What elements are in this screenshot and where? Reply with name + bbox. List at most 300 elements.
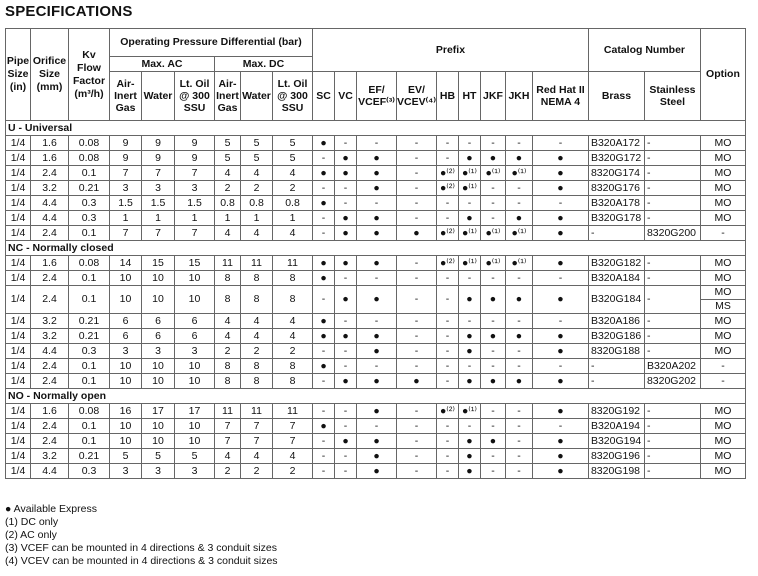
cell-jkf: ●⁽¹⁾ [480, 226, 505, 241]
cell-kv: 0.21 [69, 449, 110, 464]
cell-ac-water: 10 [142, 271, 175, 286]
cell-jkf: ●⁽¹⁾ [480, 256, 505, 271]
cell-vc: - [335, 404, 357, 419]
table-row [6, 419, 746, 434]
cell-pipe-size: 1/4 [6, 256, 31, 271]
cell-ac-air: 3 [110, 344, 142, 359]
cell-vc: - [335, 359, 357, 374]
cell-ac-oil: 3 [175, 344, 215, 359]
cell-ef-vcef: - [357, 136, 397, 151]
cell-ev-vcev: - [397, 329, 437, 344]
cell-dc-water: 8 [241, 374, 273, 389]
cell-hb: - [436, 374, 458, 389]
header-orifice-size: Orifice Size (mm) [31, 29, 69, 121]
cell-ef-vcef: ● [357, 286, 397, 314]
cell-jkh: ● [505, 211, 532, 226]
cell-dc-air: 4 [215, 449, 241, 464]
cell-ef-vcef: ● [357, 344, 397, 359]
cell-red-hat: ● [532, 151, 588, 166]
cell-red-hat: - [532, 136, 588, 151]
section-row [6, 121, 746, 136]
cell-red-hat: ● [532, 434, 588, 449]
cell-dc-oil: 4 [273, 166, 313, 181]
cell-ef-vcef: ● [357, 464, 397, 479]
footnote: (3) VCEF can be mounted in 4 directions & 3 conduit sizes [5, 542, 277, 554]
cell-orifice-size: 2.4 [31, 286, 69, 314]
cell-dc-water: 7 [241, 434, 273, 449]
cell-vc: ● [335, 256, 357, 271]
cell-red-hat: ● [532, 449, 588, 464]
cell-option: MO [700, 271, 745, 286]
cell-orifice-size: 2.4 [31, 374, 69, 389]
cell-jkh: ● [505, 151, 532, 166]
cell-red-hat: ● [532, 329, 588, 344]
cell-jkf: - [480, 136, 505, 151]
cell-dc-oil: 4 [273, 449, 313, 464]
cell-dc-water: 11 [241, 256, 273, 271]
cell-dc-water: 5 [241, 136, 273, 151]
cell-kv: 0.08 [69, 136, 110, 151]
cell-dc-air: 1 [215, 211, 241, 226]
cell-jkh: ●⁽¹⁾ [505, 166, 532, 181]
cell-dc-oil: 8 [273, 286, 313, 314]
cell-hb: - [436, 344, 458, 359]
specifications-table [5, 28, 746, 479]
cell-sc: - [313, 464, 335, 479]
cell-dc-air: 8 [215, 359, 241, 374]
cell-orifice-size: 1.6 [31, 136, 69, 151]
cell-jkf: - [480, 464, 505, 479]
header-stainless-steel: Stainless Steel [644, 72, 700, 121]
cell-dc-water: 0.8 [241, 196, 273, 211]
cell-stainless: - [644, 329, 700, 344]
cell-ac-air: 7 [110, 226, 142, 241]
cell-jkh: - [505, 464, 532, 479]
footnote: (4) VCEV can be mounted in 4 directions & 3 conduit sizes [5, 555, 278, 567]
cell-kv: 0.08 [69, 151, 110, 166]
cell-dc-oil: 2 [273, 181, 313, 196]
cell-ac-oil: 1.5 [175, 196, 215, 211]
cell-pipe-size: 1/4 [6, 374, 31, 389]
cell-option: MO [700, 329, 745, 344]
cell-dc-oil: 11 [273, 404, 313, 419]
section-label: U - Universal [6, 121, 746, 136]
cell-brass: B320G184 [588, 286, 644, 314]
cell-sc: ● [313, 419, 335, 434]
cell-sc: - [313, 344, 335, 359]
cell-jkh: - [505, 359, 532, 374]
cell-orifice-size: 4.4 [31, 211, 69, 226]
cell-kv: 0.1 [69, 166, 110, 181]
cell-option: MO [700, 419, 745, 434]
header-dc-lt-oil: Lt. Oil @ 300 SSU [273, 72, 313, 121]
table-row [6, 344, 746, 359]
cell-ac-oil: 9 [175, 151, 215, 166]
cell-hb: - [436, 211, 458, 226]
cell-ac-oil: 15 [175, 256, 215, 271]
cell-ef-vcef: ● [357, 226, 397, 241]
cell-sc: ● [313, 271, 335, 286]
cell-dc-oil: 8 [273, 374, 313, 389]
cell-option: MO [700, 211, 745, 226]
cell-jkf: - [480, 271, 505, 286]
cell-ef-vcef: ● [357, 211, 397, 226]
table-row [6, 434, 746, 449]
cell-orifice-size: 2.4 [31, 226, 69, 241]
cell-dc-water: 2 [241, 464, 273, 479]
cell-option: MO [700, 314, 745, 329]
cell-dc-water: 2 [241, 344, 273, 359]
cell-kv: 0.08 [69, 256, 110, 271]
cell-sc: - [313, 181, 335, 196]
cell-ev-vcev: - [397, 136, 437, 151]
cell-dc-water: 7 [241, 419, 273, 434]
cell-jkh: - [505, 344, 532, 359]
table-row [6, 136, 746, 151]
cell-brass: B320G178 [588, 211, 644, 226]
cell-dc-water: 8 [241, 271, 273, 286]
cell-dc-oil: 0.8 [273, 196, 313, 211]
cell-ac-water: 17 [142, 404, 175, 419]
cell-ev-vcev: - [397, 344, 437, 359]
cell-stainless: - [644, 271, 700, 286]
cell-ac-air: 6 [110, 314, 142, 329]
cell-sc: - [313, 449, 335, 464]
cell-dc-water: 8 [241, 359, 273, 374]
cell-stainless: - [644, 196, 700, 211]
cell-brass: 8320G192 [588, 404, 644, 419]
table-row [6, 464, 746, 479]
cell-ac-water: 5 [142, 449, 175, 464]
cell-jkf: ●⁽¹⁾ [480, 166, 505, 181]
cell-orifice-size: 3.2 [31, 314, 69, 329]
cell-ef-vcef: - [357, 314, 397, 329]
cell-ac-air: 5 [110, 449, 142, 464]
cell-dc-oil: 11 [273, 256, 313, 271]
cell-dc-air: 5 [215, 151, 241, 166]
header-prefix-sc: SC [313, 72, 335, 121]
cell-option: MO [700, 151, 745, 166]
cell-pipe-size: 1/4 [6, 181, 31, 196]
cell-ht: - [458, 271, 480, 286]
cell-brass: B320G186 [588, 329, 644, 344]
section-row [6, 389, 746, 404]
page-title: SPECIFICATIONS [5, 3, 133, 20]
cell-sc: ● [313, 166, 335, 181]
cell-orifice-size: 1.6 [31, 404, 69, 419]
cell-orifice-size: 2.4 [31, 271, 69, 286]
cell-orifice-size: 2.4 [31, 434, 69, 449]
cell-stainless: - [644, 286, 700, 314]
cell-orifice-size: 4.4 [31, 464, 69, 479]
cell-ac-air: 1 [110, 211, 142, 226]
cell-ac-oil: 6 [175, 329, 215, 344]
cell-ac-water: 1 [142, 211, 175, 226]
cell-stainless: - [644, 166, 700, 181]
cell-brass: 8320G198 [588, 464, 644, 479]
cell-vc: ● [335, 434, 357, 449]
cell-ev-vcev: - [397, 314, 437, 329]
cell-ac-air: 10 [110, 374, 142, 389]
cell-ac-water: 1.5 [142, 196, 175, 211]
cell-dc-water: 4 [241, 314, 273, 329]
cell-ht: ● [458, 329, 480, 344]
cell-stainless: - [644, 211, 700, 226]
cell-stainless: 8320G200 [644, 226, 700, 241]
cell-ef-vcef: ● [357, 181, 397, 196]
cell-ef-vcef: - [357, 196, 397, 211]
cell-brass: 8320G188 [588, 344, 644, 359]
cell-sc: ● [313, 359, 335, 374]
cell-orifice-size: 3.2 [31, 449, 69, 464]
cell-hb: ●⁽²⁾ [436, 256, 458, 271]
table-row [6, 226, 746, 241]
cell-dc-air: 2 [215, 344, 241, 359]
footnote: (1) DC only [5, 516, 59, 528]
table-row [6, 404, 746, 419]
cell-sc: - [313, 434, 335, 449]
cell-pipe-size: 1/4 [6, 286, 31, 314]
cell-red-hat: ● [532, 464, 588, 479]
cell-dc-oil: 4 [273, 226, 313, 241]
cell-option [700, 286, 745, 314]
cell-ht: - [458, 359, 480, 374]
cell-ef-vcef: ● [357, 374, 397, 389]
cell-sc: - [313, 374, 335, 389]
cell-jkf: - [480, 196, 505, 211]
cell-vc: - [335, 449, 357, 464]
cell-ev-vcev: - [397, 464, 437, 479]
cell-pipe-size: 1/4 [6, 344, 31, 359]
cell-brass: B320G172 [588, 151, 644, 166]
cell-ac-air: 6 [110, 329, 142, 344]
cell-jkf: - [480, 404, 505, 419]
cell-ef-vcef: - [357, 419, 397, 434]
cell-red-hat: ● [532, 166, 588, 181]
cell-brass: 8320G174 [588, 166, 644, 181]
cell-ht: ● [458, 344, 480, 359]
cell-ev-vcev: - [397, 271, 437, 286]
cell-red-hat: ● [532, 404, 588, 419]
header-prefix-ef-vcef: EF/ VCEF⁽³⁾ [357, 72, 397, 121]
cell-ac-air: 16 [110, 404, 142, 419]
cell-sc: ● [313, 314, 335, 329]
cell-jkh: - [505, 196, 532, 211]
cell-jkf: - [480, 211, 505, 226]
cell-kv: 0.1 [69, 419, 110, 434]
cell-ac-water: 6 [142, 314, 175, 329]
cell-dc-water: 1 [241, 211, 273, 226]
cell-red-hat: - [532, 359, 588, 374]
cell-ac-oil: 17 [175, 404, 215, 419]
cell-stainless: - [644, 314, 700, 329]
cell-jkh: - [505, 449, 532, 464]
cell-ac-water: 9 [142, 136, 175, 151]
cell-kv: 0.1 [69, 226, 110, 241]
cell-ht: ●⁽¹⁾ [458, 256, 480, 271]
cell-dc-oil: 8 [273, 359, 313, 374]
cell-jkh: - [505, 271, 532, 286]
cell-brass: - [588, 226, 644, 241]
footnotes [5, 503, 278, 568]
cell-pipe-size: 1/4 [6, 151, 31, 166]
table-row [6, 314, 746, 329]
cell-jkf: ● [480, 151, 505, 166]
cell-stainless: - [644, 464, 700, 479]
cell-brass: - [588, 359, 644, 374]
option-value: MO [714, 286, 732, 298]
header-operating-pressure: Operating Pressure Differential (bar) [110, 29, 313, 57]
cell-hb: - [436, 196, 458, 211]
table-row [6, 359, 746, 374]
cell-vc: ● [335, 286, 357, 314]
cell-dc-oil: 5 [273, 136, 313, 151]
cell-hb: - [436, 329, 458, 344]
cell-dc-oil: 1 [273, 211, 313, 226]
cell-ev-vcev: - [397, 286, 437, 314]
cell-hb: - [436, 271, 458, 286]
table-row [6, 151, 746, 166]
cell-hb: ●⁽²⁾ [436, 166, 458, 181]
cell-ac-oil: 10 [175, 359, 215, 374]
option-value: MS [701, 299, 745, 313]
cell-kv: 0.1 [69, 374, 110, 389]
table-row [6, 286, 746, 314]
cell-dc-oil: 4 [273, 314, 313, 329]
cell-orifice-size: 2.4 [31, 166, 69, 181]
table-row [6, 271, 746, 286]
cell-ht: - [458, 419, 480, 434]
cell-dc-air: 4 [215, 226, 241, 241]
cell-brass: B320A194 [588, 419, 644, 434]
cell-ac-oil: 3 [175, 181, 215, 196]
cell-ef-vcef: ● [357, 434, 397, 449]
cell-sc: - [313, 211, 335, 226]
cell-ac-oil: 10 [175, 271, 215, 286]
cell-ef-vcef: ● [357, 151, 397, 166]
cell-ht: ●⁽¹⁾ [458, 181, 480, 196]
cell-sc: - [313, 226, 335, 241]
header-max-ac: Max. AC [110, 57, 215, 72]
cell-vc: ● [335, 211, 357, 226]
cell-kv: 0.3 [69, 211, 110, 226]
cell-dc-air: 8 [215, 271, 241, 286]
cell-ac-air: 10 [110, 271, 142, 286]
cell-brass: B320A186 [588, 314, 644, 329]
cell-vc: ● [335, 166, 357, 181]
cell-stainless: - [644, 136, 700, 151]
cell-option: MO [700, 181, 745, 196]
cell-jkf: - [480, 314, 505, 329]
cell-ac-water: 10 [142, 374, 175, 389]
cell-brass: - [588, 374, 644, 389]
cell-red-hat: - [532, 419, 588, 434]
section-label: NC - Normally closed [6, 241, 746, 256]
cell-option: MO [700, 136, 745, 151]
cell-option: MO [700, 434, 745, 449]
header-prefix-hb: HB [436, 72, 458, 121]
cell-orifice-size: 4.4 [31, 344, 69, 359]
cell-stainless: - [644, 449, 700, 464]
cell-vc: ● [335, 329, 357, 344]
cell-sc: - [313, 404, 335, 419]
cell-ac-air: 9 [110, 151, 142, 166]
cell-jkf: ● [480, 286, 505, 314]
cell-jkh: ● [505, 374, 532, 389]
header-prefix: Prefix [313, 29, 589, 72]
cell-pipe-size: 1/4 [6, 434, 31, 449]
cell-ac-oil: 6 [175, 314, 215, 329]
header-ac-lt-oil: Lt. Oil @ 300 SSU [175, 72, 215, 121]
cell-pipe-size: 1/4 [6, 449, 31, 464]
cell-red-hat: ● [532, 181, 588, 196]
cell-ac-air: 14 [110, 256, 142, 271]
cell-dc-air: 11 [215, 404, 241, 419]
cell-vc: - [335, 196, 357, 211]
cell-kv: 0.3 [69, 464, 110, 479]
cell-ev-vcev: - [397, 196, 437, 211]
cell-dc-oil: 7 [273, 419, 313, 434]
cell-red-hat: - [532, 271, 588, 286]
cell-dc-oil: 8 [273, 271, 313, 286]
cell-vc: - [335, 344, 357, 359]
table-row [6, 329, 746, 344]
cell-red-hat: ● [532, 344, 588, 359]
cell-brass: B320A184 [588, 271, 644, 286]
header-prefix-jkf: JKF [480, 72, 505, 121]
cell-ac-water: 3 [142, 464, 175, 479]
cell-ac-oil: 9 [175, 136, 215, 151]
cell-vc: ● [335, 226, 357, 241]
cell-red-hat: ● [532, 374, 588, 389]
cell-sc: ● [313, 136, 335, 151]
header-prefix-jkh: JKH [505, 72, 532, 121]
cell-ef-vcef: ● [357, 404, 397, 419]
cell-dc-air: 7 [215, 419, 241, 434]
cell-ev-vcev: ● [397, 226, 437, 241]
cell-brass: B320A178 [588, 196, 644, 211]
cell-ac-oil: 10 [175, 374, 215, 389]
cell-brass: B320G194 [588, 434, 644, 449]
cell-option: - [700, 359, 745, 374]
cell-ac-oil: 7 [175, 226, 215, 241]
cell-ht: ●⁽¹⁾ [458, 166, 480, 181]
cell-vc: - [335, 271, 357, 286]
cell-dc-air: 11 [215, 256, 241, 271]
cell-hb: - [436, 286, 458, 314]
cell-ac-oil: 5 [175, 449, 215, 464]
cell-kv: 0.21 [69, 314, 110, 329]
cell-stainless: - [644, 181, 700, 196]
cell-dc-water: 4 [241, 226, 273, 241]
cell-ac-water: 10 [142, 286, 175, 314]
cell-ht: ● [458, 151, 480, 166]
cell-hb: - [436, 151, 458, 166]
cell-jkf: ● [480, 434, 505, 449]
cell-ac-air: 3 [110, 181, 142, 196]
cell-ev-vcev: - [397, 434, 437, 449]
cell-hb: ●⁽²⁾ [436, 404, 458, 419]
cell-ht: ● [458, 434, 480, 449]
cell-brass: 8320G176 [588, 181, 644, 196]
cell-pipe-size: 1/4 [6, 196, 31, 211]
cell-kv: 0.3 [69, 196, 110, 211]
cell-jkh: - [505, 136, 532, 151]
cell-ac-water: 3 [142, 181, 175, 196]
cell-ef-vcef: ● [357, 166, 397, 181]
cell-ht: - [458, 136, 480, 151]
cell-ac-oil: 10 [175, 434, 215, 449]
